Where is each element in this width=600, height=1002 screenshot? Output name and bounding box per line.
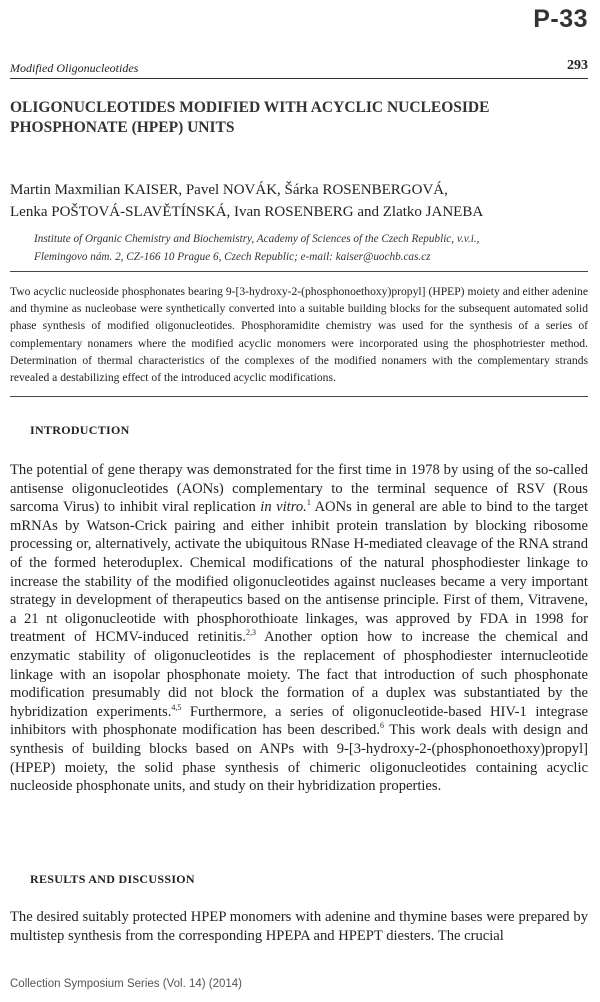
running-head <box>10 58 588 79</box>
reference-mark: 1 <box>306 498 311 508</box>
title-line: PHOSPHONATE (HPEP) UNITS <box>10 119 235 136</box>
abstract-top-rule <box>10 271 588 272</box>
introduction-heading: INTRODUCTION <box>30 423 130 437</box>
intro-text: Another option how to increase the chemical and enzymatic stability of oligonucleotides is the replacement of phosphodiester internucleotide linkage with an isopolar phosphonate moiety. The fact that introduction of such phosphonate modification presumably did not block the formation of a duplex was substantiated by the hybridization experiments. <box>10 629 588 720</box>
paper-title <box>10 98 570 138</box>
running-head-section: Modified Oligonucleotides <box>10 61 139 75</box>
abstract-bottom-rule <box>10 396 588 397</box>
abstract: Two acyclic nucleoside phosphonates bearing 9-[3-hydroxy-2-(phosphonoethoxy)propyl] (HPEP) moiety and either adenine and thymine as nucleobase were synthetically converted into a suitable building blocks for the subsequent automated solid phase synthesis of modified oligonucleotides. Phosphoramidite chemistry was used for the synthesis of a series of complementary nonamers where the modified acyclic monomers were incorporated using the phosphotriester method. Determination of thermal characteristics of the complexes of the modified nonamers with the complementary strands revealed a destabilizing effect of the introduced acyclic modifications. <box>10 285 588 385</box>
intro-italic: in vitro. <box>260 499 307 516</box>
reference-mark: 2,3 <box>245 628 256 638</box>
affiliation-line: Institute of Organic Chemistry and Biochemistry, Academy of Sciences of the Czech Republic, v.v.i., <box>34 233 480 245</box>
reference-mark: 6 <box>380 721 385 731</box>
page-code: P-33 <box>533 5 588 33</box>
intro-text: AONs in general are able to bind to the target mRNAs by Watson-Crick pairing and either inhibit protein translation by blocking ribosome processing or, alternatively, activate the ubiquitous RNase H-mediated cleavage of the RNA strand of the formed heteroduplex. Chemical modifications of the natural phosphodiester linkage to increase the stability of the modified oligonucleotides against nucleases became a very important strategy in development of therapeutics based on the antisense principle. First of them, Vitravene, a 21 nt oligonucleotide with phosphorothioate linkages, was approved by FDA in 1998 for treatment of HCMV-induced retinitis. <box>10 499 589 646</box>
results-paragraph: The desired suitably protected HPEP monomers with adenine and thymine bases were prepared by multistep synthesis from the corresponding HPEPA and HPEPT diesters. The crucial <box>10 909 588 944</box>
introduction-paragraph <box>10 461 588 796</box>
author-line: Lenka POŠTOVÁ-SLAVĚTÍNSKÁ, Ivan ROSENBERG and Zlatko JANEBA <box>10 204 484 220</box>
affiliation <box>34 230 590 266</box>
reference-mark: 4,5 <box>171 702 182 712</box>
intro-text: The potential of gene therapy was demonstrated for the first time in 1978 by using of the so-called antisense oligonucleotides (AONs) complementary to the terminal sequence of RSV (Rous sarcoma Virus) to inhibit viral replication <box>10 462 588 516</box>
author-list <box>10 179 590 223</box>
footer: Collection Symposium Series (Vol. 14) (2014) <box>10 978 243 990</box>
page-number: 293 <box>567 58 588 73</box>
results-heading: RESULTS AND DISCUSSION <box>30 872 195 886</box>
intro-text: This work deals with design and synthesis of building blocks based on ANPs with 9-[3-hydroxy-2-(phosphonoethoxy)propyl] (HPEP) moiety, the solid phase synthesis of chimeric oligonucleotides containing acyclic nucleoside phosphonate units, and study on their hybridization properties. <box>10 722 589 795</box>
intro-text: Furthermore, a series of oligonucleotide-based HIV-1 integrase inhibitors with phosphonate modification has been described. <box>10 703 588 739</box>
author-line: Martin Maxmilian KAISER, Pavel NOVÁK, Šárka ROSENBERGOVÁ, <box>10 182 448 198</box>
title-line: OLIGONUCLEOTIDES MODIFIED WITH ACYCLIC NUCLEOSIDE <box>10 99 490 116</box>
affiliation-line: Flemingovo nám. 2, CZ-166 10 Prague 6, Czech Republic; e-mail: kaiser@uochb.cas.cz <box>34 251 431 263</box>
